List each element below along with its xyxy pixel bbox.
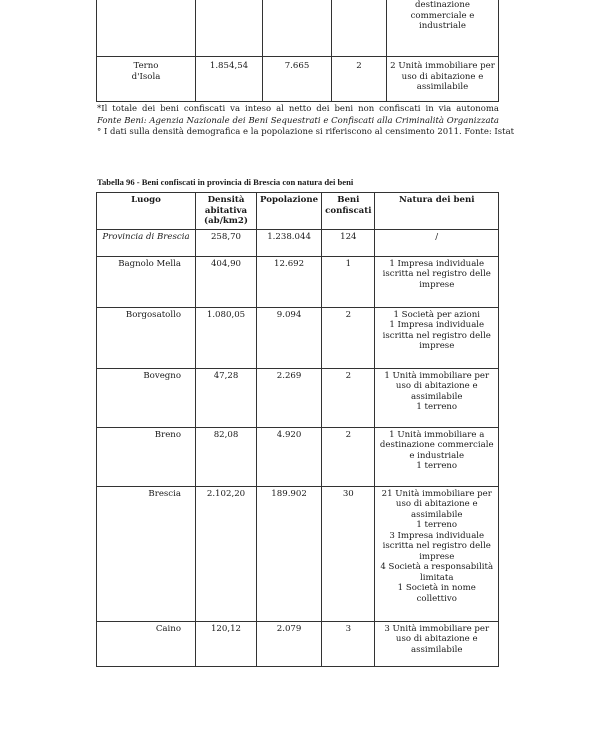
luogo-cell: Bovegno: [97, 368, 196, 427]
table-row: [97, 427, 499, 486]
note-source: [97, 116, 499, 128]
densita-cell: 2.102,20: [196, 486, 257, 621]
luogo-cell: Breno: [97, 427, 196, 486]
header-line: Beni: [337, 195, 360, 205]
luogo-line: Terno: [133, 61, 159, 71]
natura-line: 1 Società in nome: [397, 583, 476, 593]
densita-cell: [196, 0, 263, 57]
beni-cell: 2: [322, 427, 375, 486]
header-densita: [196, 193, 257, 230]
natura-cell: [387, 57, 499, 102]
note-source-text: Fonte Beni: Agenzia Nazionale dei Beni Sequestrati e Confiscati alla Criminalità Organizzata: [97, 115, 499, 126]
natura-line: iscritta nel registro delle: [382, 269, 491, 279]
header-row: [97, 193, 499, 230]
natura-cell: [387, 0, 499, 57]
densita-cell: 258,70: [196, 229, 257, 256]
table-row: [97, 57, 499, 102]
natura-cell: [375, 621, 499, 666]
natura-line: 1 Unità immobiliare a: [389, 429, 485, 440]
popolazione-cell: 1.238.044: [257, 229, 322, 256]
natura-line: destinazione commerciale: [379, 440, 494, 450]
popolazione-cell: 12.692: [257, 256, 322, 307]
luogo-cell: Caino: [97, 621, 196, 666]
natura-line: 2 Unità immobiliare per: [390, 61, 495, 71]
beni-cell: 124: [322, 229, 375, 256]
luogo-cell: Borgosatollo: [97, 307, 196, 368]
luogo-cell: [97, 0, 196, 57]
natura-line: assimilabile: [416, 82, 469, 92]
densita-cell: 120,12: [196, 621, 257, 666]
natura-line: 21 Unità immobiliare per: [381, 488, 492, 499]
natura-line: uso di abitazione e: [395, 381, 478, 391]
popolazione-cell: 9.094: [257, 307, 322, 368]
natura-line: destinazione: [415, 0, 470, 10]
natura-cell: [375, 486, 499, 621]
natura-line: 3 Unità immobiliare per: [384, 623, 490, 634]
luogo-cell: Bagnolo Mella: [97, 256, 196, 307]
natura-line: assimilabile: [410, 644, 463, 655]
table-row: [97, 229, 499, 256]
natura-line: imprese: [419, 341, 455, 351]
natura-line: imprese: [419, 551, 455, 562]
header-line: Densità: [207, 195, 245, 205]
continued-table: [96, 0, 499, 102]
natura-line: uso di abitazione e: [395, 499, 478, 509]
natura-line: 1 Società per azioni: [393, 309, 480, 320]
header-luogo: Luogo: [97, 193, 196, 230]
popolazione-cell: 2.079: [257, 621, 322, 666]
table-row: [97, 256, 499, 307]
natura-line: uso di abitazione e: [401, 71, 484, 82]
natura-line: 1 Unità immobiliare per: [384, 370, 490, 381]
popolazione-cell: [263, 0, 332, 57]
table-title: Tabella 96 - Beni confiscati in provincia di Brescia con natura dei beni: [97, 177, 354, 187]
note-census: ° I dati sulla densità demografica e la popolazione si riferiscono al censimento 2011. Fonte: Istat: [97, 127, 515, 137]
natura-line: 1 terreno: [416, 402, 458, 412]
header-popolazione: Popolazione: [257, 193, 322, 230]
natura-line: 1 Impresa individuale: [389, 258, 485, 269]
natura-cell: [375, 368, 499, 427]
note-total: *Il totale dei beni confiscati va inteso al netto dei beni non confiscati in via autonoma: [97, 104, 499, 114]
natura-line: e industriale: [409, 450, 465, 461]
natura-line: 4 Società a responsabilità: [380, 562, 494, 572]
beni-cell: 2: [322, 307, 375, 368]
natura-line: 1 Impresa individuale: [389, 320, 485, 330]
densita-cell: 1.080,05: [196, 307, 257, 368]
natura-line: collettivo: [416, 593, 457, 604]
table-row: [97, 486, 499, 621]
natura-line: imprese: [419, 279, 455, 290]
natura-line: commerciale e: [410, 10, 475, 21]
table-body: [97, 229, 499, 666]
luogo-cell: Provincia di Brescia: [97, 229, 196, 256]
popolazione-cell: 4.920: [257, 427, 322, 486]
natura-line: 3 Impresa individuale: [389, 530, 485, 541]
beni-cell: [332, 0, 387, 57]
header-line: abitativa: [204, 205, 248, 216]
luogo-cell: [97, 57, 196, 102]
table-notes: [97, 104, 515, 139]
table-row: [97, 0, 499, 57]
natura-line: iscritta nel registro delle: [382, 541, 491, 551]
header-line: confiscati: [325, 205, 372, 216]
luogo-line: d'Isola: [131, 71, 161, 82]
natura-line: uso di abitazione e: [395, 634, 478, 644]
natura-line: /: [435, 231, 439, 242]
beni-cell: 30: [322, 486, 375, 621]
natura-cell: [375, 427, 499, 486]
densita-cell: 47,28: [196, 368, 257, 427]
header-line: (ab/km2): [204, 216, 248, 226]
beni-cell: 1: [322, 256, 375, 307]
beni-cell: 2: [322, 368, 375, 427]
popolazione-cell: 2.269: [257, 368, 322, 427]
natura-line: limitata: [419, 572, 454, 583]
popolazione-cell: 7.665: [263, 57, 332, 102]
beni-confiscati-table: [96, 192, 499, 667]
natura-cell: [375, 229, 499, 256]
natura-line: 1 terreno: [416, 520, 458, 530]
header-beni: [322, 193, 375, 230]
luogo-cell: Brescia: [97, 486, 196, 621]
beni-cell: 2: [332, 57, 387, 102]
popolazione-cell: 189.902: [257, 486, 322, 621]
densita-cell: 1.854,54: [196, 57, 263, 102]
natura-line: assimilabile: [410, 509, 463, 520]
table-row: [97, 621, 499, 666]
natura-line: assimilabile: [410, 391, 463, 402]
natura-line: iscritta nel registro delle: [382, 330, 491, 341]
beni-cell: 3: [322, 621, 375, 666]
densita-cell: 82,08: [196, 427, 257, 486]
natura-cell: [375, 256, 499, 307]
natura-line: 1 terreno: [416, 461, 458, 471]
densita-cell: 404,90: [196, 256, 257, 307]
table-row: [97, 307, 499, 368]
natura-cell: [375, 307, 499, 368]
header-natura: Natura dei beni: [375, 193, 499, 230]
table-row: [97, 368, 499, 427]
natura-line: industriale: [419, 21, 466, 31]
